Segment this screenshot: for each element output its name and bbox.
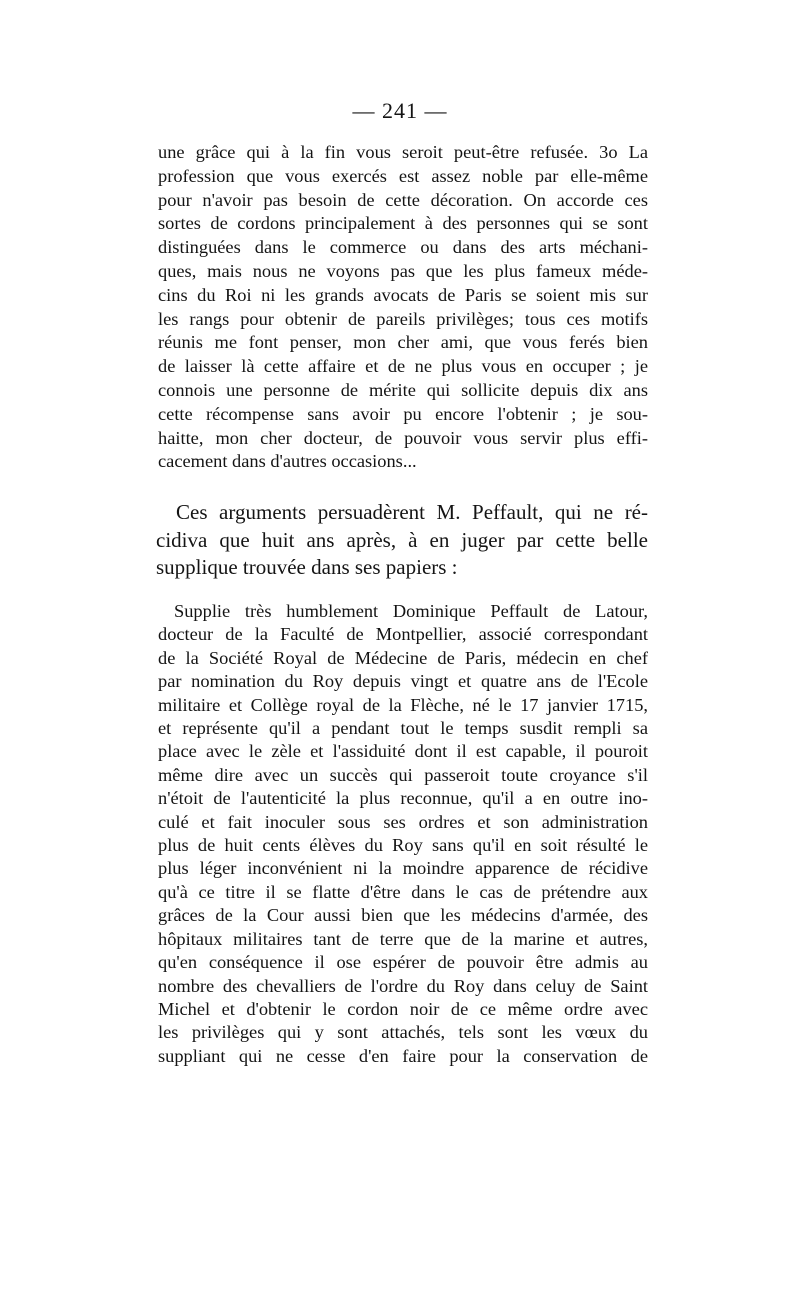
text-line: connois une personne de mérite qui sollicite depuis dix ans xyxy=(158,379,648,400)
text-line: cidiva que huit ans après, à en juger par cette belle xyxy=(156,527,648,552)
text-line: par nomination du Roy depuis vingt et quatre ans de l'Ecole xyxy=(158,671,648,692)
text-line: les rangs pour obtenir de pareils privilèges; tous ces motifs xyxy=(158,308,648,329)
text-line: plus de huit cents élèves du Roy sans qu'il en soit résulté le xyxy=(158,835,648,856)
text-line: plus léger inconvénient ni la moindre apparence de récidive xyxy=(158,858,648,879)
text-line: même dire avec un succès qui passeroit toute croyance s'il xyxy=(158,764,648,785)
text-line: n'étoit de l'autenticité la plus reconnue, qu'il a en outre ino- xyxy=(158,788,648,809)
text-line: docteur de la Faculté de Montpellier, associé correspondant xyxy=(158,624,648,645)
text-line: distinguées dans le commerce ou dans des arts méchani- xyxy=(158,237,648,258)
page-number: — 241 — xyxy=(352,98,448,123)
text-line: nombre des chevalliers de l'ordre du Roy dans celuy de Saint xyxy=(158,975,648,996)
text-line: Michel et d'obtenir le cordon noir de ce même ordre avec xyxy=(158,998,648,1019)
text-line: Supplie très humblement Dominique Peffault de Latour, xyxy=(174,601,648,621)
text-line: hôpitaux militaires tant de terre que de la marine et autres, xyxy=(158,928,648,949)
text-line: supplique trouvée dans ses papiers : xyxy=(156,555,458,579)
text-line: militaire et Collège royal de la Flèche, né le 17 janvier 1715, xyxy=(158,694,648,715)
text-line: profession que vous exercés est assez noble par elle-même xyxy=(158,165,648,186)
text-line: une grâce qui à la fin vous seroit peut-être refusée. 3o La xyxy=(158,142,648,162)
text-line: place avec le zèle et l'assiduité dont il est capable, il pouroit xyxy=(158,741,648,762)
text-line: suppliant qui ne cesse d'en faire pour la conservation de xyxy=(158,1045,648,1066)
text-line: haitte, mon cher docteur, de pouvoir vous servir plus effi- xyxy=(158,427,648,448)
text-line: réunis me font penser, mon cher ami, que vous ferés bien xyxy=(158,332,648,353)
letter-excerpt xyxy=(158,141,648,474)
text-line: cette récompense sans avoir pu encore l'obtenir ; je sou- xyxy=(158,403,648,424)
text-line: les privilèges qui y sont attachés, tels sont les vœux du xyxy=(158,1022,648,1043)
text-line: de la Société Royal de Médecine de Paris, médecin en chef xyxy=(158,647,648,668)
text-line: culé et fait inoculer sous ses ordres et son administration xyxy=(158,811,648,832)
text-line: Ces arguments persuadèrent M. Peffault, qui ne ré- xyxy=(176,500,648,524)
text-line: qu'à ce titre il se flatte d'être dans le cas de prétendre aux xyxy=(158,881,648,902)
text-line: sortes de cordons principalement à des personnes qui se sont xyxy=(158,213,648,234)
text-line: pour n'avoir pas besoin de cette décoration. On accorde ces xyxy=(158,189,648,210)
text-line: ques, mais nous ne voyons pas que les plus fameux méde- xyxy=(158,260,648,281)
text-line: de laisser là cette affaire et de ne plus vous en occuper ; je xyxy=(158,356,648,377)
narrative-paragraph xyxy=(156,499,648,582)
text-line: grâces de la Cour aussi bien que les médecins d'armée, des xyxy=(158,905,648,926)
text-line: cins du Roi ni les grands avocats de Paris se soient mis sur xyxy=(158,284,648,305)
text-line: qu'en conséquence il ose espérer de pouvoir être admis au xyxy=(158,952,648,973)
text-line: cacement dans d'autres occasions... xyxy=(158,451,417,472)
text-line: et représente qu'il a pendant tout le temps susdit rempli sa xyxy=(158,718,648,739)
petition-text xyxy=(158,600,648,1068)
